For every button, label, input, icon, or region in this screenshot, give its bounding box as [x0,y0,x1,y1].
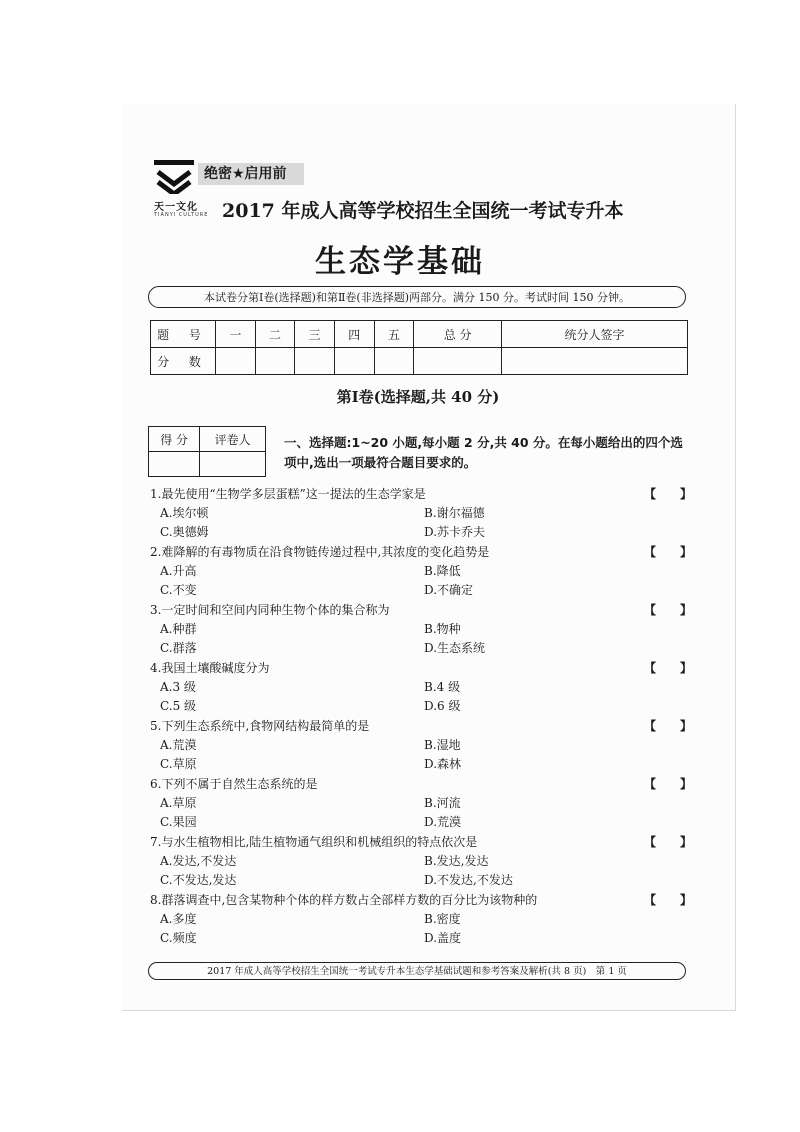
section-title: 第Ⅰ卷(选择题,共 40 分) [336,388,500,406]
option-a: A.3 级 [160,680,196,694]
answer-bracket[interactable]: 【 】 [643,545,692,559]
score-table-value-row [151,348,688,375]
grader-input-cell[interactable] [200,452,266,477]
option-c: C.草原 [160,757,197,771]
option-c: C.奥德姆 [160,525,209,539]
score-cell: 五 [374,321,414,348]
score-input-cell[interactable] [295,348,335,375]
logo-bar-icon [154,160,194,165]
question-item [150,833,700,891]
grader-input-cell[interactable] [149,452,200,477]
option-d: D.6 级 [424,699,461,713]
page-footer: 2017 年成人高等学校招生全国统一考试专升本生态学基础试题和参考答案及解析(共 8 页) 第 1 页 [148,962,686,980]
option-b: B.密度 [424,912,461,926]
answer-bracket[interactable]: 【 】 [643,835,692,849]
question-list [150,485,700,949]
option-d: D.不确定 [424,583,474,597]
question-stem: 2.难降解的有毒物质在沿食物链传递过程中,其浓度的变化趋势是 [150,545,490,559]
option-b: B.谢尔福德 [424,506,485,520]
question-item [150,601,700,659]
option-a: A.种群 [160,622,197,636]
exam-title: 2017 年成人高等学校招生全国统一考试专升本 [222,200,624,222]
question-stem: 7.与水生植物相比,陆生植物通气组织和机械组织的特点依次是 [150,835,478,849]
question-item [150,775,700,833]
option-a: A.荒漠 [160,738,197,752]
publisher-logo [154,160,209,218]
option-d: D.苏卡乔夫 [424,525,486,539]
answer-bracket[interactable]: 【 】 [643,777,692,791]
logo-text: 天一文化 [154,202,198,213]
score-cell: 总 分 [414,321,502,348]
option-a: A.多度 [160,912,197,926]
grader-header: 评卷人 [200,427,266,452]
score-cell: 三 [295,321,335,348]
option-b: B.降低 [424,564,461,578]
question-stem: 4.我国土壤酸碱度分为 [150,661,270,675]
option-c: C.5 级 [160,699,197,713]
question-item [150,485,700,543]
option-c: C.频度 [160,931,197,945]
logo-chevron-icon [156,170,192,194]
score-input-cell[interactable] [255,348,295,375]
answer-bracket[interactable]: 【 】 [643,487,692,501]
answer-bracket[interactable]: 【 】 [643,603,692,617]
option-b: B.物种 [424,622,461,636]
score-cell: 分 数 [151,348,216,375]
option-a: A.草原 [160,796,197,810]
question-stem: 8.群落调查中,包含某物种个体的样方数占全部样方数的百分比为该物种的 [150,893,538,907]
question-stem: 1.最先使用“生物学多层蛋糕”这一提法的生态学家是 [150,487,426,501]
option-d: D.荒漠 [424,815,462,829]
option-b: B.发达,发达 [424,854,489,868]
score-cell: 题 号 [151,321,216,348]
option-a: A.升高 [160,564,197,578]
score-input-cell[interactable] [334,348,374,375]
grader-table [148,426,266,477]
question-stem: 5.下列生态系统中,食物网结构最简单的是 [150,719,370,733]
answer-bracket[interactable]: 【 】 [643,893,692,907]
score-cell: 二 [255,321,295,348]
score-input-cell[interactable] [414,348,502,375]
option-c: C.不发达,发达 [160,873,237,887]
option-c: C.不变 [160,583,197,597]
option-b: B.湿地 [424,738,461,752]
secret-label: 绝密★启用前 [198,163,304,185]
score-cell: 一 [216,321,256,348]
option-b: B.河流 [424,796,461,810]
score-table-header-row [151,321,688,348]
option-c: C.群落 [160,641,197,655]
score-cell: 四 [334,321,374,348]
question-item [150,717,700,775]
option-d: D.生态系统 [424,641,486,655]
score-input-cell[interactable] [502,348,688,375]
option-c: C.果园 [160,815,197,829]
score-cell: 统分人签字 [502,321,688,348]
option-a: A.埃尔顿 [160,506,209,520]
subject-title: 生态学基础 [315,244,485,280]
option-d: D.不发达,不发达 [424,873,513,887]
question-item [150,543,700,601]
question-item [150,659,700,717]
score-table [150,320,688,375]
option-a: A.发达,不发达 [160,854,237,868]
answer-bracket[interactable]: 【 】 [643,661,692,675]
question-stem: 3.一定时间和空间内同种生物个体的集合称为 [150,603,390,617]
grader-header: 得 分 [149,427,200,452]
logo-subtext: TIANYI CULTURE [154,212,209,218]
option-d: D.盖度 [424,931,462,945]
score-input-cell[interactable] [216,348,256,375]
option-b: B.4 级 [424,680,461,694]
question-item [150,891,700,949]
option-d: D.森林 [424,757,462,771]
question-stem: 6.下列不属于自然生态系统的是 [150,777,318,791]
answer-bracket[interactable]: 【 】 [643,719,692,733]
score-input-cell[interactable] [374,348,414,375]
section-instruction: 一、选择题:1~20 小题,每小题 2 分,共 40 分。在每小题给出的四个选项中,选出一项最符合题目要求的。 [284,435,683,470]
exam-notice: 本试卷分第Ⅰ卷(选择题)和第Ⅱ卷(非选择题)两部分。满分 150 分。考试时间 150 分钟。 [148,286,686,308]
